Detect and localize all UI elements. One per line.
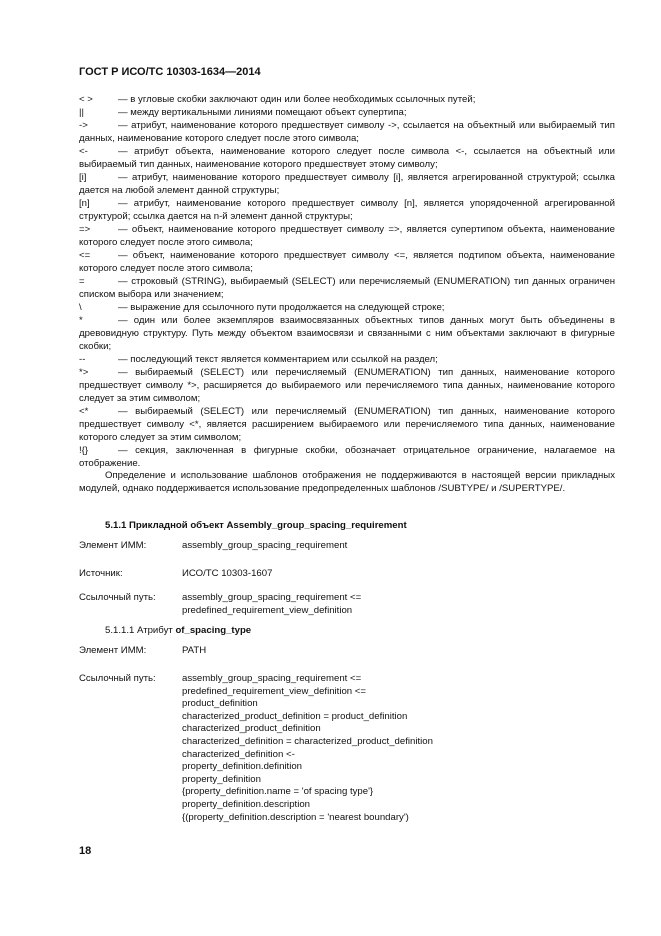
source-value: ИСО/ТС 10303-1607 <box>182 568 273 579</box>
mapping-templates-note: Определение и использование шаблонов отображения не поддерживаются в настоящей версии прикладных модулей, однако поддерживается использование предопределенных шаблонов /SUBTYPE/ и /SUPERTYPE/. <box>79 470 615 494</box>
definition-text: — объект, наименование которого предшествует символу <=, является подтипом объекта, наименование которого следует после этого символа; <box>79 250 615 274</box>
definition-symbol: [n] <box>79 198 90 209</box>
path-line: assembly_group_spacing_requirement <= <box>182 592 362 603</box>
definition-text: — в угловые скобки заключают один или более необходимых ссылочных путей; <box>118 94 476 105</box>
definition-text: — атрибут объекта, наименование которого следует после символа <-, ссылается на объектный или выбираемый тип данных, наименование которого предшествует этому символу; <box>79 146 615 170</box>
reference-path-label: Ссылочный путь: <box>79 673 156 684</box>
definition-symbol: *> <box>79 367 89 378</box>
definition-text: — атрибут, наименование которого предшествует символу [i], является агрегированной структурой; ссылка дается на любой элемент данной структуры; <box>79 172 615 196</box>
definition-text: — один или более экземпляров взаимосвязанных объектных типов данных могут быть объединены в древовидную структуру. Путь между объектом взаимосвязи и связанными с ним объектами заключают в фигурные скобки; <box>79 315 615 352</box>
section-number: 5.1.1 <box>105 520 127 531</box>
definition-item <box>79 444 615 470</box>
path-line: property_definition.definition <box>182 761 303 773</box>
definition-item <box>79 301 615 314</box>
path-line: assembly_group_spacing_requirement <= <box>182 673 362 684</box>
definition-item <box>79 106 615 119</box>
definition-text: — атрибут, наименование которого предшествует символу [n], является упорядоченной агрегированной структурой; ссылка дается на n-й элемент данной структуры; <box>79 198 615 222</box>
mim-element-label: Элемент ИММ: <box>79 645 147 656</box>
page-number: 18 <box>79 845 92 857</box>
definition-item <box>79 145 615 171</box>
reference-path <box>182 592 361 617</box>
definition-symbol: <- <box>79 146 88 157</box>
mim-element-label: Элемент ИММ: <box>79 540 147 551</box>
definition-symbol: < > <box>79 94 93 105</box>
definition-symbol: = <box>79 276 85 287</box>
page-header: ГОСТ Р ИСО/ТС 10303-1634—2014 <box>79 66 261 78</box>
path-line: product_definition <box>182 698 258 710</box>
definition-symbol: <= <box>79 250 91 261</box>
section-heading-5-1-1-1 <box>105 625 251 636</box>
path-line: {property_definition.name = 'of spacing type'} <box>182 786 374 798</box>
definition-text: — строковый (STRING), выбираемый (SELECT) или перечисляемый (ENUMERATION) тип данных ограничен списком выбора или значением; <box>79 276 615 300</box>
definition-item <box>79 353 615 366</box>
definition-item <box>79 119 615 145</box>
definition-symbol: [i] <box>79 172 87 183</box>
definition-text: — атрибут, наименование которого предшествует символу ->, ссылается на объектный или выбираемый тип данных, наименование которого следует после этого символа; <box>79 120 615 144</box>
definition-item <box>79 275 615 301</box>
attribute-name: of_spacing_type <box>175 625 252 636</box>
definition-symbol: || <box>79 107 84 118</box>
mim-element-value: assembly_group_spacing_requirement <box>182 540 348 551</box>
definition-item <box>79 405 615 444</box>
definition-symbol: * <box>79 315 83 326</box>
definition-symbol: -> <box>79 120 88 131</box>
path-line: characterized_definition <- <box>182 748 295 760</box>
reference-path <box>182 673 433 824</box>
definition-item <box>79 197 615 223</box>
definition-text: — между вертикальными линиями помещают объект супертипа; <box>118 107 407 118</box>
attribute-prefix: 5.1.1.1 Атрибут <box>105 625 173 636</box>
reference-path-label: Ссылочный путь: <box>79 592 156 603</box>
definition-item <box>79 314 615 353</box>
definition-text: — выбираемый (SELECT) или перечисляемый (ENUMERATION) тип данных, наименование которого предшествует символу <*, является расширением выбираемого или перечисляемого типа данных, наименование которого следует за этим символом; <box>79 406 615 443</box>
path-line: predefined_requirement_view_definition <= <box>182 685 367 697</box>
definition-symbol: \ <box>79 302 82 313</box>
definition-text: — последующий текст является комментарием или ссылкой на раздел; <box>118 354 438 365</box>
definition-text: — секция, заключенная в фигурные скобки, обозначает отрицательное ограничение, налагаемое на отображение. <box>79 445 615 469</box>
notation-definitions <box>79 93 615 470</box>
path-line: predefined_requirement_view_definition <box>182 604 353 616</box>
path-line: characterized_product_definition <box>182 723 321 735</box>
path-line: {(property_definition.description = 'nearest boundary') <box>182 811 409 823</box>
path-line: property_definition.description <box>182 798 310 810</box>
definition-item <box>79 249 615 275</box>
definition-item <box>79 171 615 197</box>
definition-text: — выбираемый (SELECT) или перечисляемый (ENUMERATION) тип данных, наименование которого предшествует символу *>, расширяется до выбираемого или перечисляемого типа данных, наименование которого следует за этим символом; <box>79 367 615 404</box>
section-heading-5-1-1 <box>105 520 407 531</box>
definition-symbol: <* <box>79 406 89 417</box>
path-line: characterized_definition = characterized_product_definition <box>182 735 433 747</box>
definition-text: — выражение для ссылочного пути продолжается на следующей строке; <box>118 302 445 313</box>
source-label: Источник: <box>79 568 123 579</box>
path-line: characterized_product_definition = product_definition <box>182 710 408 722</box>
mim-element-value: PATH <box>182 645 207 656</box>
definition-item <box>79 93 615 106</box>
definition-symbol: => <box>79 224 91 235</box>
definition-item <box>79 366 615 405</box>
path-line: property_definition <box>182 773 261 785</box>
section-title: Прикладной объект Assembly_group_spacing_requirement <box>129 520 407 531</box>
definition-symbol: !{} <box>79 445 89 456</box>
definition-item <box>79 223 615 249</box>
definition-text: — объект, наименование которого предшествует символу =>, является супертипом объекта, наименование которого следует после этого символа; <box>79 224 615 248</box>
definition-symbol: -- <box>79 354 86 365</box>
